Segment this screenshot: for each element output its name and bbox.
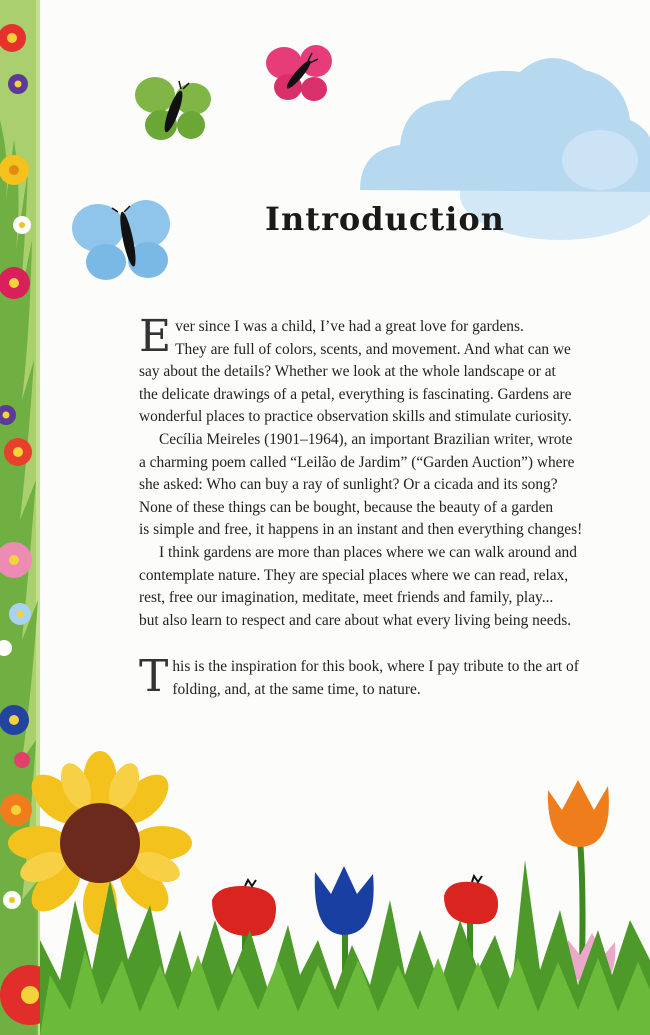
flower-icon [0,155,29,185]
text-line: They are full of colors, scents, and movement. And what can we [175,340,571,358]
text-line: folding, and, at the same time, to nature. [172,680,421,698]
flower-icon [4,438,32,466]
text-line: Cecília Meireles (1901–1964), an important Brazilian writer, wrote [159,430,573,448]
flower-icon [14,752,30,768]
butterfly-icon [266,45,332,101]
page-title: Introduction [265,200,505,238]
orange-tulip-icon [548,780,609,847]
butterfly-icon [72,200,170,280]
drop-cap: T [139,651,169,702]
text-line: she asked: Who can buy a ray of sunlight? Or a cicada and its song? [139,476,558,494]
text-line: ver since I was a child, I’ve had a great love for gardens. [175,318,524,335]
drop-cap: E [139,311,172,362]
flower-icon [3,891,21,909]
text-line: contemplate nature. They are special places where we can read, relax, [139,566,569,584]
flower-icon [9,603,31,625]
red-tulip-icon [444,876,498,924]
blue-tulip-icon [315,866,374,935]
text-line: rest, free our imagination, meditate, meet friends and family, play... [139,589,554,607]
flower-icon [0,705,29,735]
text-line: None of these things can be bought, because the beauty of a garden [139,498,554,516]
text-line: a charming poem called “Leilão de Jardim” (“Garden Auction”) where [139,453,575,471]
flower-icon [13,216,31,234]
text-line: wonderful places to practice observation skills and stimulate curiosity. [139,408,572,426]
text-line: is simple and free, it happens in an instant and then everything changes! [139,521,583,539]
text-line: the delicate drawings of a petal, everything is fascinating. Gardens are [139,385,572,403]
text-line: but also learn to respect and care about what every living being needs. [139,611,572,629]
red-tulip-icon [212,880,276,936]
text-line: say about the details? Whether we look at the whole landscape or at [139,363,556,381]
butterfly-icon [135,77,211,140]
sunflower-icon [8,751,192,935]
text-line: I think gardens are more than places where we can walk around and [159,543,577,561]
closing-paragraph [139,651,644,702]
flower-icon [8,74,28,94]
text-line: his is the inspiration for this book, where I pay tribute to the art of [172,658,579,675]
introduction-body [139,311,644,632]
flower-icon [0,794,32,826]
